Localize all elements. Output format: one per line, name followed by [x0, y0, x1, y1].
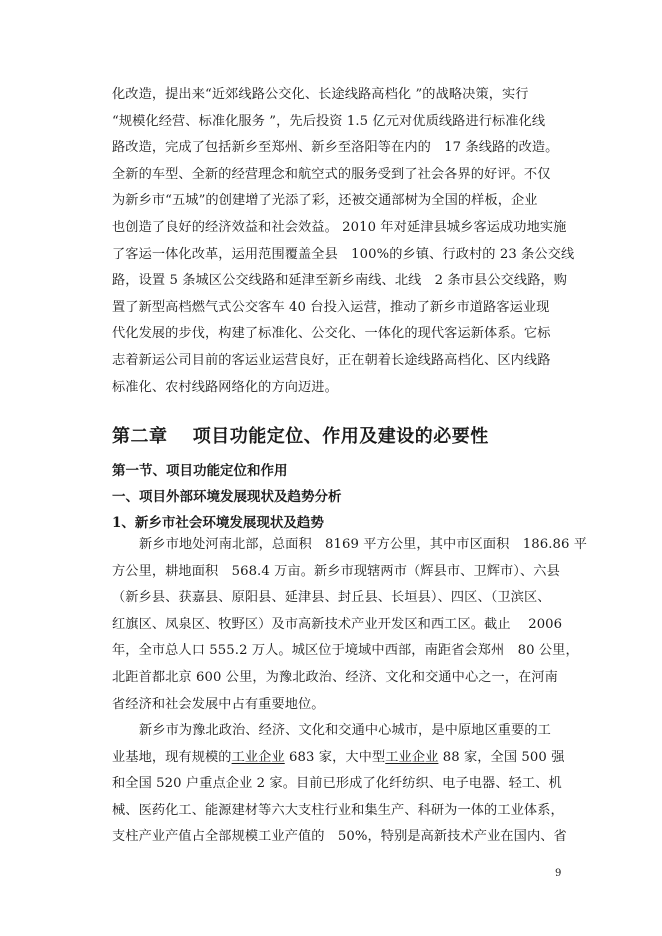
text-line: 北距首都北京 600 公里，为豫北政治、经济、文化和交通中心之一，在河南 [112, 669, 558, 685]
text-line: 省经济和社会发展中占有重要地位。 [112, 696, 325, 712]
chapter-title: 第二章 项目功能定位、作用及建设的必要性 [112, 426, 489, 447]
text-line: 新乡市为豫北政治、经济、文化和交通中心城市，是中原地区重要的工 [139, 723, 551, 738]
text-line: 和全国 520 户重点企业 2 家。目前已形成了化纤纺织、电子电器、轻工、机 [112, 776, 562, 792]
text-line: 年，全市总人口 555.2 万人。城区位于境域中西部，南距省会郑州 80 公里， [112, 643, 579, 659]
text-run: 业基地，现有规模的 [112, 749, 232, 765]
text-line: 代化发展的步伐，构建了标准化、公交化、一体化的现代客运新体系。它标 [112, 326, 551, 342]
text-line: 支柱产业产值占全部规模工业产值的 50%，特别是高新技术产业在国内、省 [112, 829, 567, 845]
text-line: 路，设置 5 条城区公交线路和延津至新乡南线、北线 2 条市县公交线路，购 [112, 273, 568, 289]
text-run: 大中型 [345, 749, 386, 765]
subsection-title: 一、项目外部环境发展现状及趋势分析 [112, 489, 342, 505]
text-line: 化改造，提出来“近郊线路公交化、长途线路高档化 ”的战略决策，实行 [112, 87, 529, 102]
text-line: 方公里，耕地面积 568.4 万亩。新乡市现辖两市（辉县市、卫辉市）、六县 [112, 563, 560, 579]
text-line: 标准化、农村线路网络化的方向迈进。 [112, 379, 338, 395]
text-run: 683 家， [284, 749, 346, 765]
text-line: （新乡县、获嘉县、原阳县、延津县、封丘县、长垣县）、四区、（卫滨区、 [112, 590, 551, 606]
underlined-term: 工业企业 [385, 749, 439, 765]
text-line: 新乡市地处河南北部，总面积 8169 平方公里，其中市区面积 186.86 平 [139, 537, 588, 552]
text-line: 全新的车型、全新的经营理念和航空式的服务受到了社会各界的好评。不仅 [112, 166, 551, 182]
text-line: “规模化经营、标准化服务 ”，先后投资 1.5 亿元对优质线路进行标准化线 [112, 113, 546, 129]
paragraph-region-overview [112, 532, 588, 718]
text-line: 械、医药化工、能源建材等六大支柱行业和集生产、科研为一体的工业体系， [112, 802, 564, 818]
underlined-term: 工业企业 [231, 749, 285, 765]
paragraph-industry [112, 718, 567, 851]
text-line: 路改造，完成了包括新乡至郑州、新乡至洛阳等在内的 17 条线路的改造。 [112, 140, 559, 156]
page-number: 9 [555, 868, 562, 879]
text-line [112, 745, 565, 772]
text-line: 志着新运公司目前的客运业运营良好，正在朝着长途线路高档化、区内线路 [112, 352, 551, 368]
section-title: 第一节、项目功能定位和作用 [112, 463, 288, 479]
text-line: 也创造了良好的经济效益和社会效益。 2010 年对延津县城乡客运成功地实施 [112, 219, 567, 235]
text-line: 了客运一体化改革，运用范围覆盖全县 100%的乡镇、行政村的 23 条公交线 [112, 246, 575, 262]
intro-paragraph [112, 82, 575, 401]
subsubsection-title: 1、新乡市社会环境发展现状及趋势 [112, 515, 324, 531]
text-line: 为新乡市“五城”的创建增了光添了彩，还被交通部树为全国的样板，企业 [112, 193, 538, 209]
text-line: 置了新型高档燃气式公交客车 40 台投入运营，推动了新乡市道路客运业现 [112, 299, 550, 315]
text-line: 红旗区、凤泉区、牧野区）及市高新技术产业开发区和西工区。截止 2006 [112, 616, 563, 632]
text-run: 88 家，全国 500 强 [438, 749, 565, 765]
